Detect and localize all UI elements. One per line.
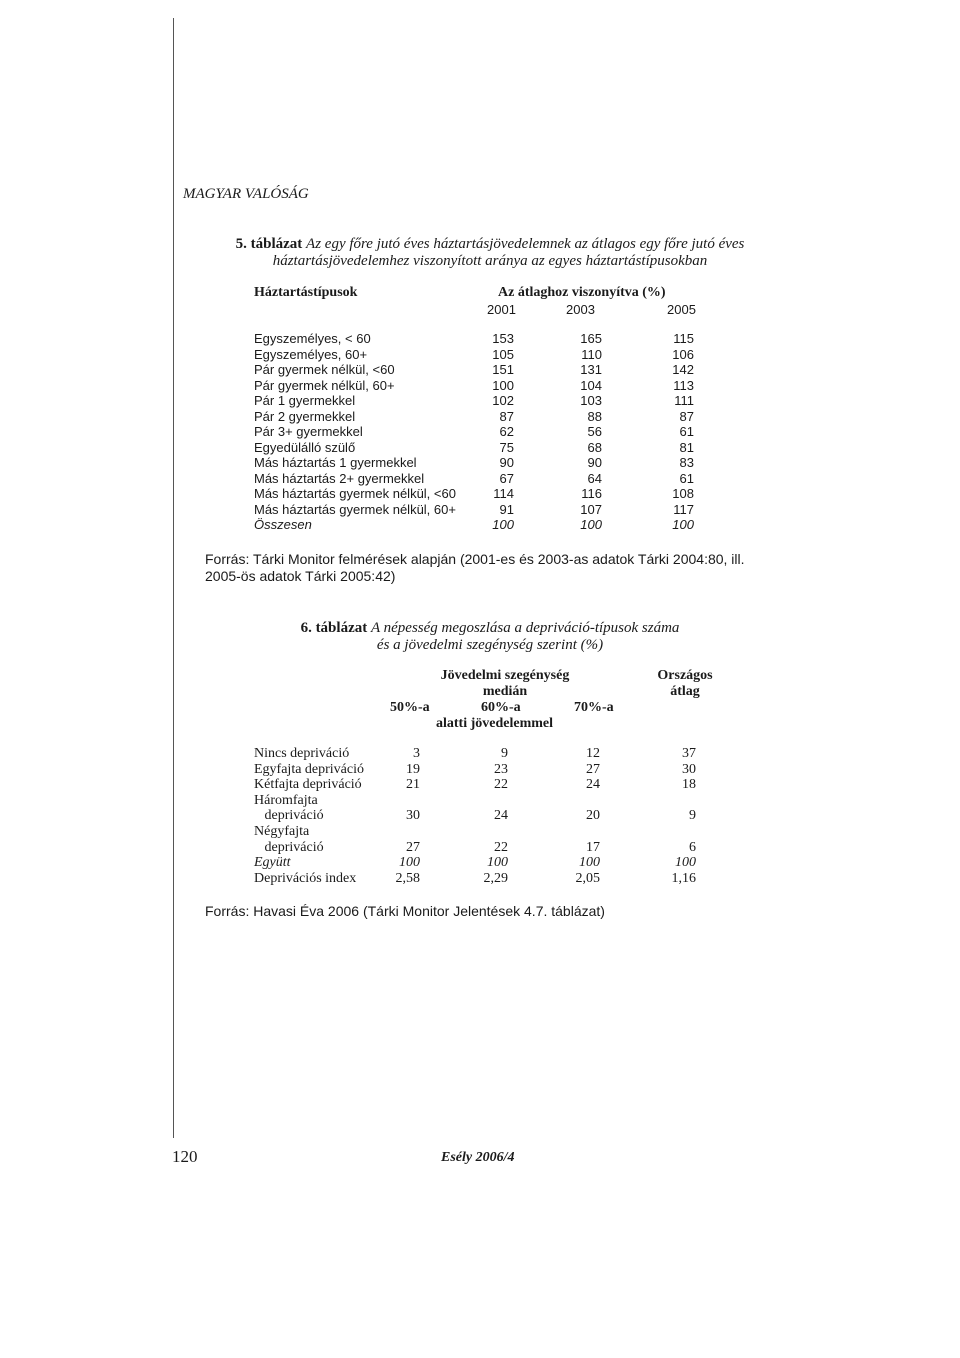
table-row	[254, 762, 696, 778]
cell-value	[420, 824, 508, 840]
cell-value	[600, 824, 696, 840]
cell-value: 91	[499, 501, 514, 517]
cell-value: 100	[675, 855, 696, 871]
table-row	[254, 808, 696, 824]
cell-value: 12	[586, 746, 600, 761]
cell-value: 20	[586, 808, 600, 824]
table-row	[254, 424, 694, 440]
cell-value: 100	[672, 517, 694, 532]
cell-value: 30	[406, 808, 420, 824]
cell-value: 24	[586, 777, 600, 793]
cell-value: 117	[673, 501, 694, 517]
cell-value: 90	[499, 455, 514, 470]
row-label: Pár gyermek nélkül, 60+	[254, 377, 395, 393]
table6-title-line1: A népesség megoszlása a depriváció-típusok száma	[370, 620, 680, 636]
cell-value: 64	[587, 470, 602, 486]
row-label: Pár 3+ gyermekkel	[254, 424, 363, 439]
cell-value: 22	[494, 839, 508, 855]
cell-value	[508, 824, 600, 840]
table-row	[254, 347, 694, 363]
table6-caption	[230, 620, 750, 654]
table-row	[254, 393, 694, 409]
row-label: Más háztartás 2+ gyermekkel	[254, 470, 425, 486]
cell-value: 81	[679, 439, 694, 455]
row-label: Más háztartás gyermek nélkül, 60+	[254, 501, 456, 517]
cell-value: 18	[682, 777, 696, 793]
cell-value: 27	[406, 839, 420, 855]
row-label: Együtt	[254, 855, 291, 871]
cell-value: 100	[492, 377, 514, 393]
table6-h-70: 70%-a	[574, 700, 614, 715]
cell-value: 105	[492, 346, 514, 362]
cell-value: 106	[672, 346, 694, 362]
journal-footer: Esély 2006/4	[441, 1150, 515, 1165]
table-row	[254, 871, 696, 887]
cell-value: 104	[580, 377, 602, 393]
table-row	[254, 855, 696, 871]
cell-value: 19	[406, 761, 420, 777]
table-row	[254, 502, 694, 518]
cell-value: 61	[679, 424, 694, 439]
table-row	[254, 440, 694, 456]
table6-h-50: 50%-a	[390, 700, 430, 715]
table-row	[254, 486, 694, 502]
cell-value: 9	[501, 746, 508, 761]
row-label: Pár 2 gyermekkel	[254, 408, 356, 424]
cell-value: 3	[413, 746, 420, 761]
row-label: Deprivációs index	[254, 870, 357, 886]
cell-value: 165	[580, 331, 602, 346]
table-row	[254, 378, 694, 394]
cell-value: 100	[580, 517, 602, 532]
cell-value: 100	[492, 517, 514, 532]
cell-value: 37	[682, 746, 696, 761]
table6-h-sub: alatti jövedelemmel	[436, 716, 554, 731]
row-label: Más háztartás gyermek nélkül, <60	[254, 486, 456, 501]
row-label: Egyedülálló szülő	[254, 439, 356, 455]
table6-h-60: 60%-a	[481, 700, 521, 715]
cell-value: 142	[672, 362, 694, 377]
table-row	[254, 777, 696, 793]
cell-value: 103	[580, 393, 602, 408]
row-label: Négyfajta	[254, 823, 310, 839]
table5-source: Forrás: Tárki Monitor felmérések alapján (2001-es és 2003-as adatok Tárki 2004:80, ill. 2005-ös adatok Tárki 2005:42)	[205, 551, 745, 584]
cell-value: 116	[581, 486, 602, 501]
cell-value: 21	[406, 777, 420, 793]
cell-value	[378, 824, 420, 840]
table-row	[254, 824, 696, 840]
cell-value: 2,05	[575, 870, 600, 886]
table-row	[254, 471, 694, 487]
cell-value: 6	[689, 839, 696, 855]
row-label: Egyszemélyes, < 60	[254, 331, 371, 346]
table5-group-header: Az átlaghoz viszonyítva (%)	[498, 285, 666, 300]
cell-value: 61	[679, 470, 694, 486]
cell-value: 108	[672, 486, 694, 501]
cell-value: 24	[494, 808, 508, 824]
row-label: Egyfajta depriváció	[254, 761, 365, 777]
table5-label: 5. táblázat	[235, 236, 303, 252]
cell-value: 131	[580, 362, 602, 377]
cell-value	[378, 793, 420, 809]
table6-title-line2: és a jövedelmi szegénység szerint (%)	[376, 637, 604, 653]
cell-value: 30	[682, 761, 696, 777]
row-label: Kétfajta depriváció	[254, 777, 362, 793]
cell-value: 100	[487, 855, 508, 871]
cell-value: 56	[587, 424, 602, 439]
cell-value: 27	[586, 761, 600, 777]
cell-value: 67	[499, 470, 514, 486]
cell-value: 68	[587, 439, 602, 455]
table-row	[254, 793, 696, 809]
cell-value	[508, 793, 600, 809]
cell-value: 88	[587, 408, 602, 424]
cell-value: 83	[679, 455, 694, 470]
cell-value: 75	[499, 439, 514, 455]
row-label: Pár gyermek nélkül, <60	[254, 362, 395, 377]
table-row	[254, 746, 696, 762]
cell-value: 111	[674, 393, 694, 408]
cell-value: 90	[587, 455, 602, 470]
page-number: 120	[172, 1147, 198, 1166]
table5-year-2001: 2001	[487, 302, 516, 317]
table6-country-header-line1: Országos	[657, 668, 713, 683]
table6-group-header	[410, 668, 600, 700]
running-head: MAGYAR VALÓSÁG	[183, 186, 309, 202]
cell-value: 102	[492, 393, 514, 408]
table6-group-header-line2: medián	[482, 684, 528, 699]
cell-value: 17	[586, 839, 600, 855]
table5-caption	[200, 236, 780, 270]
cell-value: 151	[492, 362, 514, 377]
table6-group-header-line1: Jövedelmi szegénység	[440, 668, 570, 683]
cell-value: 87	[499, 408, 514, 424]
row-label: Háromfajta	[254, 792, 318, 808]
cell-value: 2,58	[395, 870, 420, 886]
cell-value: 9	[689, 808, 696, 824]
table5-title: Az egy főre jutó éves háztartásjövedelemnek az átlagos egy főre jutó éves háztartásjövedelemhez viszonyított aránya az egyes háztartástípusokban	[272, 236, 745, 269]
table-row	[254, 409, 694, 425]
cell-value: 100	[579, 855, 600, 871]
table-row	[254, 517, 694, 533]
table-row	[254, 840, 696, 856]
table6-country-header	[640, 668, 730, 700]
row-label: depriváció	[254, 808, 324, 824]
table-row	[254, 331, 694, 347]
row-label: Összesen	[254, 517, 312, 532]
cell-value: 22	[494, 777, 508, 793]
cell-value: 113	[673, 377, 694, 393]
cell-value: 115	[673, 331, 694, 346]
cell-value	[420, 793, 508, 809]
row-label: Nincs depriváció	[254, 746, 350, 761]
table6-country-header-line2: átlag	[670, 684, 700, 699]
table6-source: Forrás: Havasi Éva 2006 (Tárki Monitor Jelentések 4.7. táblázat)	[205, 903, 605, 919]
table5	[254, 331, 694, 533]
table6-label: 6. táblázat	[300, 620, 368, 636]
cell-value: 107	[580, 501, 602, 517]
cell-value: 100	[399, 855, 420, 871]
table5-type-header: Háztartástípusok	[254, 285, 358, 300]
cell-value: 114	[493, 486, 514, 501]
cell-value: 1,16	[671, 870, 696, 886]
table-row	[254, 455, 694, 471]
cell-value	[600, 793, 696, 809]
table5-year-2005: 2005	[667, 302, 696, 317]
table6	[254, 746, 696, 886]
table5-year-2003: 2003	[566, 302, 595, 317]
cell-value: 87	[679, 408, 694, 424]
cell-value: 2,29	[483, 870, 508, 886]
table-row	[254, 362, 694, 378]
row-label: Pár 1 gyermekkel	[254, 393, 356, 408]
cell-value: 23	[494, 761, 508, 777]
cell-value: 110	[581, 346, 602, 362]
cell-value: 153	[492, 331, 514, 346]
margin-rule	[173, 18, 174, 1138]
cell-value: 62	[499, 424, 514, 439]
row-label: depriváció	[254, 839, 324, 855]
row-label: Más háztartás 1 gyermekkel	[254, 455, 417, 470]
row-label: Egyszemélyes, 60+	[254, 346, 368, 362]
